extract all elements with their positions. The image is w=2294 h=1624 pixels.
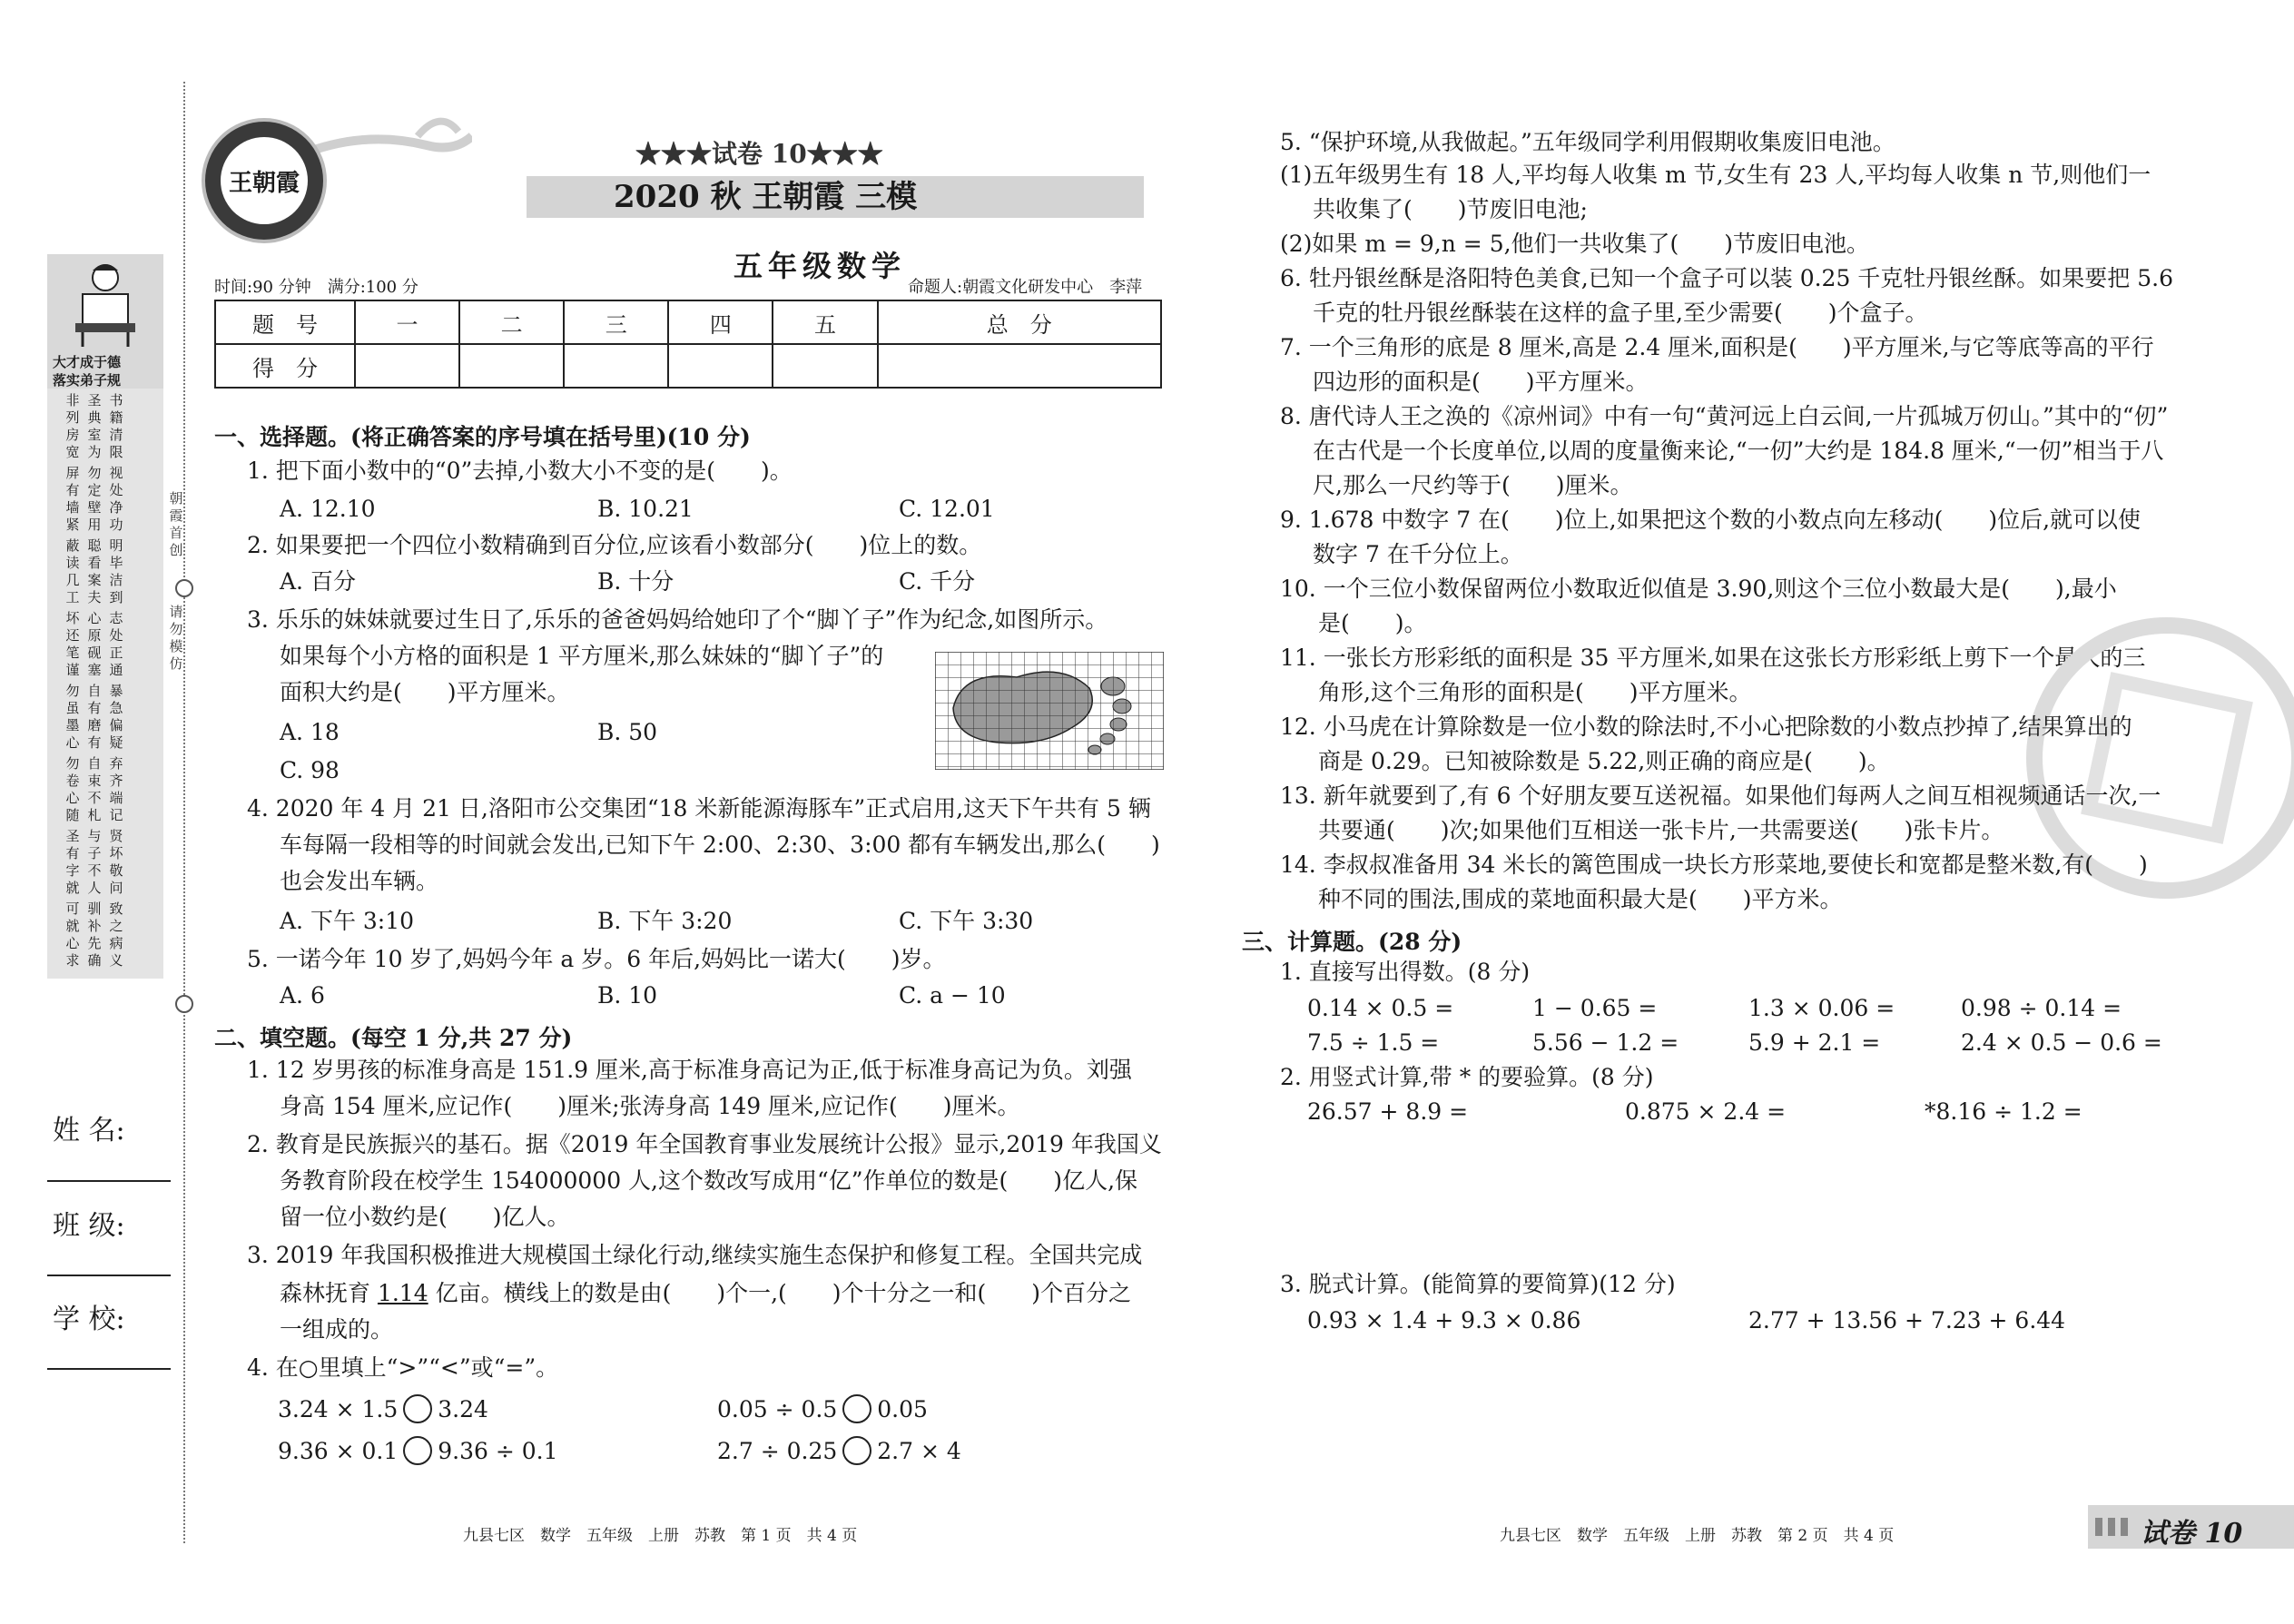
compare-right: 2.7 × 4 bbox=[877, 1437, 961, 1464]
question-text: 四边形的面积是( )平方厘米。 bbox=[1313, 369, 1649, 395]
score-input-cell[interactable] bbox=[564, 344, 668, 388]
question-text: 2. 用竖式计算,带 * 的要验算。(8 分) bbox=[1280, 1064, 1654, 1090]
question-text: 10. 一个三位小数保留两位小数取近似值是 3.90,则这个三位小数最大是( ),最小 bbox=[1280, 576, 2117, 602]
oral-calc: 1.3 × 0.06 = bbox=[1748, 995, 1895, 1021]
compare-item bbox=[717, 1436, 961, 1465]
poem-column: 屏有墙紧 bbox=[65, 465, 80, 533]
oral-calc: 5.56 − 1.2 = bbox=[1532, 1029, 1679, 1056]
question-text: 9. 1.678 中数字 7 在( )位上,如果把这个数的小数点向左移动( )位后,就可以使 bbox=[1280, 507, 2141, 533]
question-text: 14. 李叔叔准备用 34 米长的篱笆围成一块长方形菜地,要使长和宽都是整米数,有( ) bbox=[1280, 851, 2148, 878]
exam-number: ★★★试卷 10★★★ bbox=[635, 139, 883, 169]
question-text: 6. 牡丹银丝酥是洛阳特色美食,已知一个盒子可以装 0.25 千克牡丹银丝酥。如果要把 5.6 bbox=[1280, 265, 2174, 291]
poem-column: 自束不札 bbox=[87, 755, 102, 823]
class-line[interactable] bbox=[47, 1275, 171, 1276]
compare-item bbox=[278, 1436, 558, 1465]
question-text: 3. 乐乐的妹妹就要过生日了,乐乐的爸爸妈妈给她印了个“脚丫子”作为纪念,如图所示。 bbox=[247, 606, 1108, 633]
question-text: 也会发出车辆。 bbox=[280, 868, 439, 894]
question-text: 12. 小马虎在计算除数是一位小数的除法时,不小心把除数的小数点抄掉了,结果算出的 bbox=[1280, 714, 2132, 740]
question-text: 3. 脱式计算。(能简算的要简算)(12 分) bbox=[1280, 1271, 1676, 1297]
time-score-info: 时间:90 分钟 满分:100 分 bbox=[214, 278, 418, 297]
score-cell: 二 bbox=[459, 300, 564, 344]
vertical-calc: *8.16 ÷ 1.2 = bbox=[1925, 1098, 2082, 1125]
class-label: 班 级: bbox=[53, 1210, 125, 1242]
poem-column: 与子不人 bbox=[87, 828, 102, 896]
binding-hole-icon bbox=[175, 995, 193, 1013]
question-text: 1. 直接写出得数。(8 分) bbox=[1280, 959, 1531, 985]
oral-calc: 7.5 ÷ 1.5 = bbox=[1307, 1029, 1440, 1056]
poem-column: 勿定壁用 bbox=[87, 465, 102, 533]
scholar-figure-icon bbox=[74, 258, 137, 349]
question-text: 8. 唐代诗人王之涣的《凉州词》中有一句“黄河远上白云间,一片孤城万仞山。”其中的“仞” bbox=[1280, 403, 2169, 429]
poem-column: 弃齐端记 bbox=[109, 755, 123, 823]
question-text: 留一位小数约是( )亿人。 bbox=[280, 1204, 570, 1230]
oral-calc: 1 − 0.65 = bbox=[1532, 995, 1658, 1021]
section-1-title: 一、选择题。(将正确答案的序号填在括号里)(10 分) bbox=[214, 424, 751, 450]
question-text: 共收集了( )节废旧电池; bbox=[1313, 196, 1588, 222]
badge-squares bbox=[2095, 1518, 2128, 1536]
compare-left: 0.05 ÷ 0.5 bbox=[717, 1395, 838, 1422]
question-text: 在古代是一个长度单位,以周的度量衡来论,“一仞”大约是 184.8 厘米,“一仞”相当于八 bbox=[1313, 438, 2164, 464]
school-label: 学 校: bbox=[53, 1304, 125, 1335]
option-c: C. 千分 bbox=[899, 568, 976, 595]
underlined-number: 1.14 bbox=[377, 1280, 428, 1306]
question-text: (2)如果 m = 9,n = 5,他们一共收集了( )节废旧电池。 bbox=[1280, 231, 1870, 257]
page-footer-right: 九县七区 数学 五年级 上册 苏教 第 2 页 共 4 页 bbox=[1500, 1527, 1895, 1545]
answer-circle[interactable] bbox=[842, 1394, 871, 1423]
score-input-cell[interactable] bbox=[773, 344, 877, 388]
question-text: 商是 0.29。已知被除数是 5.22,则正确的商应是( )。 bbox=[1318, 748, 1890, 774]
poem-column: 聪看案夫 bbox=[87, 537, 102, 605]
question-text: 4. 2020 年 4 月 21 日,洛阳市公交集团“18 米新能源海豚车”正式启用,这天下午共有 5 辆 bbox=[247, 795, 1151, 822]
name-label: 姓 名: bbox=[53, 1115, 125, 1147]
question-text: 是( )。 bbox=[1318, 610, 1427, 636]
question-text: 面积大约是( )平方厘米。 bbox=[280, 679, 570, 705]
text-part: 森林抚育 bbox=[280, 1280, 378, 1306]
poem-column: 心原砚塞 bbox=[87, 610, 102, 678]
option-a: A. 下午 3:10 bbox=[280, 908, 415, 934]
logo-text: 王朝霞 bbox=[228, 169, 300, 197]
option-c: C. 下午 3:30 bbox=[899, 908, 1034, 934]
step-calc: 0.93 × 1.4 + 9.3 × 0.86 bbox=[1307, 1307, 1581, 1334]
option-b: B. 下午 3:20 bbox=[597, 908, 733, 934]
poem-column: 可就心求 bbox=[65, 901, 80, 969]
binding-hole-icon bbox=[175, 579, 193, 597]
poem-column: 书籍清限 bbox=[109, 392, 123, 460]
poem-column: 勿虽墨心 bbox=[65, 683, 80, 751]
badge-text: 试卷 10 bbox=[2141, 1518, 2243, 1550]
poem-column: 勿卷心随 bbox=[65, 755, 80, 823]
answer-circle[interactable] bbox=[403, 1394, 432, 1423]
score-table bbox=[214, 300, 1162, 389]
oral-calc: 0.14 × 0.5 = bbox=[1307, 995, 1454, 1021]
poem-column: 驯补先确 bbox=[87, 901, 102, 969]
question-text: 千克的牡丹银丝酥装在这样的盒子里,至少需要( )个盒子。 bbox=[1313, 300, 1928, 326]
text-part: 亿亩。横线上的数是由( )个一,( )个十分之一和( )个百分之 bbox=[428, 1280, 1132, 1306]
score-table-header-row bbox=[215, 300, 1161, 344]
question-text: 5. “保护环境,从我做起。”五年级同学利用假期收集废旧电池。 bbox=[1280, 129, 1895, 155]
question-text: 4. 在○里填上“>”“<”或“=”。 bbox=[247, 1354, 559, 1381]
option-b: B. 50 bbox=[597, 719, 658, 745]
score-input-cell[interactable] bbox=[668, 344, 773, 388]
poem-column: 圣典室为 bbox=[87, 392, 102, 460]
poem-column: 非列房宽 bbox=[65, 392, 80, 460]
answer-circle[interactable] bbox=[842, 1436, 871, 1465]
option-b: B. 十分 bbox=[597, 568, 674, 595]
sidebar-poem-panel bbox=[47, 389, 163, 979]
compare-item bbox=[278, 1394, 488, 1423]
step-calc: 2.77 + 13.56 + 7.23 + 6.44 bbox=[1748, 1307, 2066, 1334]
option-a: A. 6 bbox=[280, 982, 325, 1009]
score-cell: 四 bbox=[668, 300, 773, 344]
question-text: 如果每个小方格的面积是 1 平方厘米,那么妹妹的“脚丫子”的 bbox=[280, 643, 884, 669]
compare-item bbox=[717, 1394, 928, 1423]
poem-column: 坏还笔谨 bbox=[65, 610, 80, 678]
compare-right: 0.05 bbox=[877, 1395, 928, 1422]
compare-left: 2.7 ÷ 0.25 bbox=[717, 1437, 838, 1464]
option-b: B. 10 bbox=[597, 982, 658, 1009]
brand-seal-logo bbox=[202, 118, 327, 243]
score-cell: 题 号 bbox=[215, 300, 355, 344]
compare-left: 3.24 × 1.5 bbox=[278, 1395, 399, 1422]
question-text: 3. 2019 年我国积极推进大规模国土绿化行动,继续实施生态保护和修复工程。全国共完成 bbox=[247, 1242, 1143, 1268]
oral-calc: 2.4 × 0.5 − 0.6 = bbox=[1961, 1029, 2162, 1056]
question-text: 13. 新年就要到了,有 6 个好朋友要互送祝福。如果他们每两人之间互相视频通话一次,一 bbox=[1280, 782, 2161, 809]
page-footer-left: 九县七区 数学 五年级 上册 苏教 第 1 页 共 4 页 bbox=[463, 1527, 858, 1545]
motto-line-1: 大才成于德 bbox=[53, 354, 122, 370]
score-cell: 五 bbox=[773, 300, 877, 344]
poem-column: 圣有字就 bbox=[65, 828, 80, 896]
series-title: 2020 秋 王朝霞 三模 bbox=[614, 179, 918, 215]
section-2-title: 二、填空题。(每空 1 分,共 27 分) bbox=[214, 1025, 573, 1051]
question-text: 身高 154 厘米,应记作( )厘米;张涛身高 149 厘米,应记作( )厘米。 bbox=[280, 1093, 1020, 1119]
exam-badge bbox=[2088, 1505, 2294, 1549]
score-cell: 三 bbox=[564, 300, 668, 344]
option-b: B. 10.21 bbox=[597, 496, 694, 522]
vertical-label-original: 朝霞首创 bbox=[169, 490, 183, 558]
option-c: C. 98 bbox=[280, 757, 340, 783]
question-text: 1. 把下面小数中的“0”去掉,小数大小不变的是( )。 bbox=[247, 458, 793, 484]
option-c: C. a − 10 bbox=[899, 982, 1006, 1009]
binding-dotted-line bbox=[183, 82, 185, 1543]
sidebar-motto-panel bbox=[47, 254, 163, 390]
score-input-cell[interactable] bbox=[355, 344, 459, 388]
score-cell: 得 分 bbox=[215, 344, 355, 388]
subject-title: 五年级数学 bbox=[733, 249, 907, 283]
author-info: 命题人:朝霞文化研发中心 李萍 bbox=[908, 278, 1143, 297]
poem-column: 暴急偏疑 bbox=[109, 683, 123, 751]
question-text: 7. 一个三角形的底是 8 厘米,高是 2.4 厘米,面积是( )平方厘米,与它等底等高的平行 bbox=[1280, 334, 2154, 360]
question-text: 种不同的围法,围成的菜地面积最大是( )平方米。 bbox=[1318, 886, 1843, 912]
poem-column: 视处净功 bbox=[109, 465, 123, 533]
name-line[interactable] bbox=[47, 1180, 171, 1182]
score-table-score-row bbox=[215, 344, 1161, 388]
poem-column: 致之病义 bbox=[109, 901, 123, 969]
score-cell: 总 分 bbox=[878, 300, 1161, 344]
score-input-cell[interactable] bbox=[878, 344, 1161, 388]
section-3-title: 三、计算题。(28 分) bbox=[1242, 929, 1462, 955]
motto-line-2: 落实弟子规 bbox=[53, 372, 122, 389]
compare-right: 3.24 bbox=[438, 1395, 488, 1422]
question-text: 2. 如果要把一个四位小数精确到百分位,应该看小数部分( )位上的数。 bbox=[247, 532, 982, 558]
vertical-calc: 0.875 × 2.4 = bbox=[1625, 1098, 1787, 1125]
option-c: C. 12.01 bbox=[899, 496, 995, 522]
vertical-label-no-copy: 请勿模仿 bbox=[169, 604, 183, 672]
question-text: 一组成的。 bbox=[280, 1316, 394, 1343]
poem-column: 贤坏敬问 bbox=[109, 828, 123, 896]
score-cell: 一 bbox=[355, 300, 459, 344]
question-text: 尺,那么一尺约等于( )厘米。 bbox=[1313, 472, 1633, 498]
question-text: 5. 一诺今年 10 岁了,妈妈今年 a 岁。6 年后,妈妈比一诺大( )岁。 bbox=[247, 946, 946, 972]
vertical-calc: 26.57 + 8.9 = bbox=[1307, 1098, 1469, 1125]
option-a: A. 18 bbox=[280, 719, 340, 745]
poem-column: 自有磨有 bbox=[87, 683, 102, 751]
score-input-cell[interactable] bbox=[459, 344, 564, 388]
question-text: 11. 一张长方形彩纸的面积是 35 平方厘米,如果在这张长方形彩纸上剪下一个最大的三 bbox=[1280, 645, 2146, 671]
option-a: A. 百分 bbox=[280, 568, 356, 595]
question-text: 数字 7 在千分位上。 bbox=[1313, 541, 1523, 567]
question-text: (1)五年级男生有 18 人,平均每人收集 m 节,女生有 23 人,平均每人收集 n 节,则他们一 bbox=[1280, 162, 2151, 188]
compare-left: 9.36 × 0.1 bbox=[278, 1437, 399, 1464]
question-text: 1. 12 岁男孩的标准身高是 151.9 厘米,高于标准身高记为正,低于标准身高记为负。刘强 bbox=[247, 1057, 1132, 1083]
question-text: 车每隔一段相等的时间就会发出,已知下午 2:00、2:30、3:00 都有车辆发出,那么( ) bbox=[280, 832, 1160, 858]
question-text: 角形,这个三角形的面积是( )平方厘米。 bbox=[1318, 679, 1752, 705]
footprint-grid-figure bbox=[935, 652, 1164, 770]
question-text bbox=[280, 1278, 1131, 1309]
compare-right: 9.36 ÷ 0.1 bbox=[438, 1437, 558, 1464]
question-text: 2. 教育是民族振兴的基石。据《2019 年全国教育事业发展统计公报》显示,2019 年我国义 bbox=[247, 1131, 1162, 1157]
school-line[interactable] bbox=[47, 1368, 171, 1370]
poem-column: 志处正通 bbox=[109, 610, 123, 678]
question-text: 务教育阶段在校学生 154000000 人,这个数改写成用“亿”作单位的数是( )亿人,保 bbox=[280, 1167, 1138, 1194]
option-a: A. 12.10 bbox=[280, 496, 376, 522]
oral-calc: 0.98 ÷ 0.14 = bbox=[1961, 995, 2122, 1021]
poem-column: 明毕洁到 bbox=[109, 537, 123, 605]
question-text: 共要通( )次;如果他们互相送一张卡片,一共需要送( )张卡片。 bbox=[1318, 817, 2004, 843]
answer-circle[interactable] bbox=[403, 1436, 432, 1465]
oral-calc: 5.9 + 2.1 = bbox=[1748, 1029, 1881, 1056]
poem-column: 蔽读几工 bbox=[65, 537, 80, 605]
